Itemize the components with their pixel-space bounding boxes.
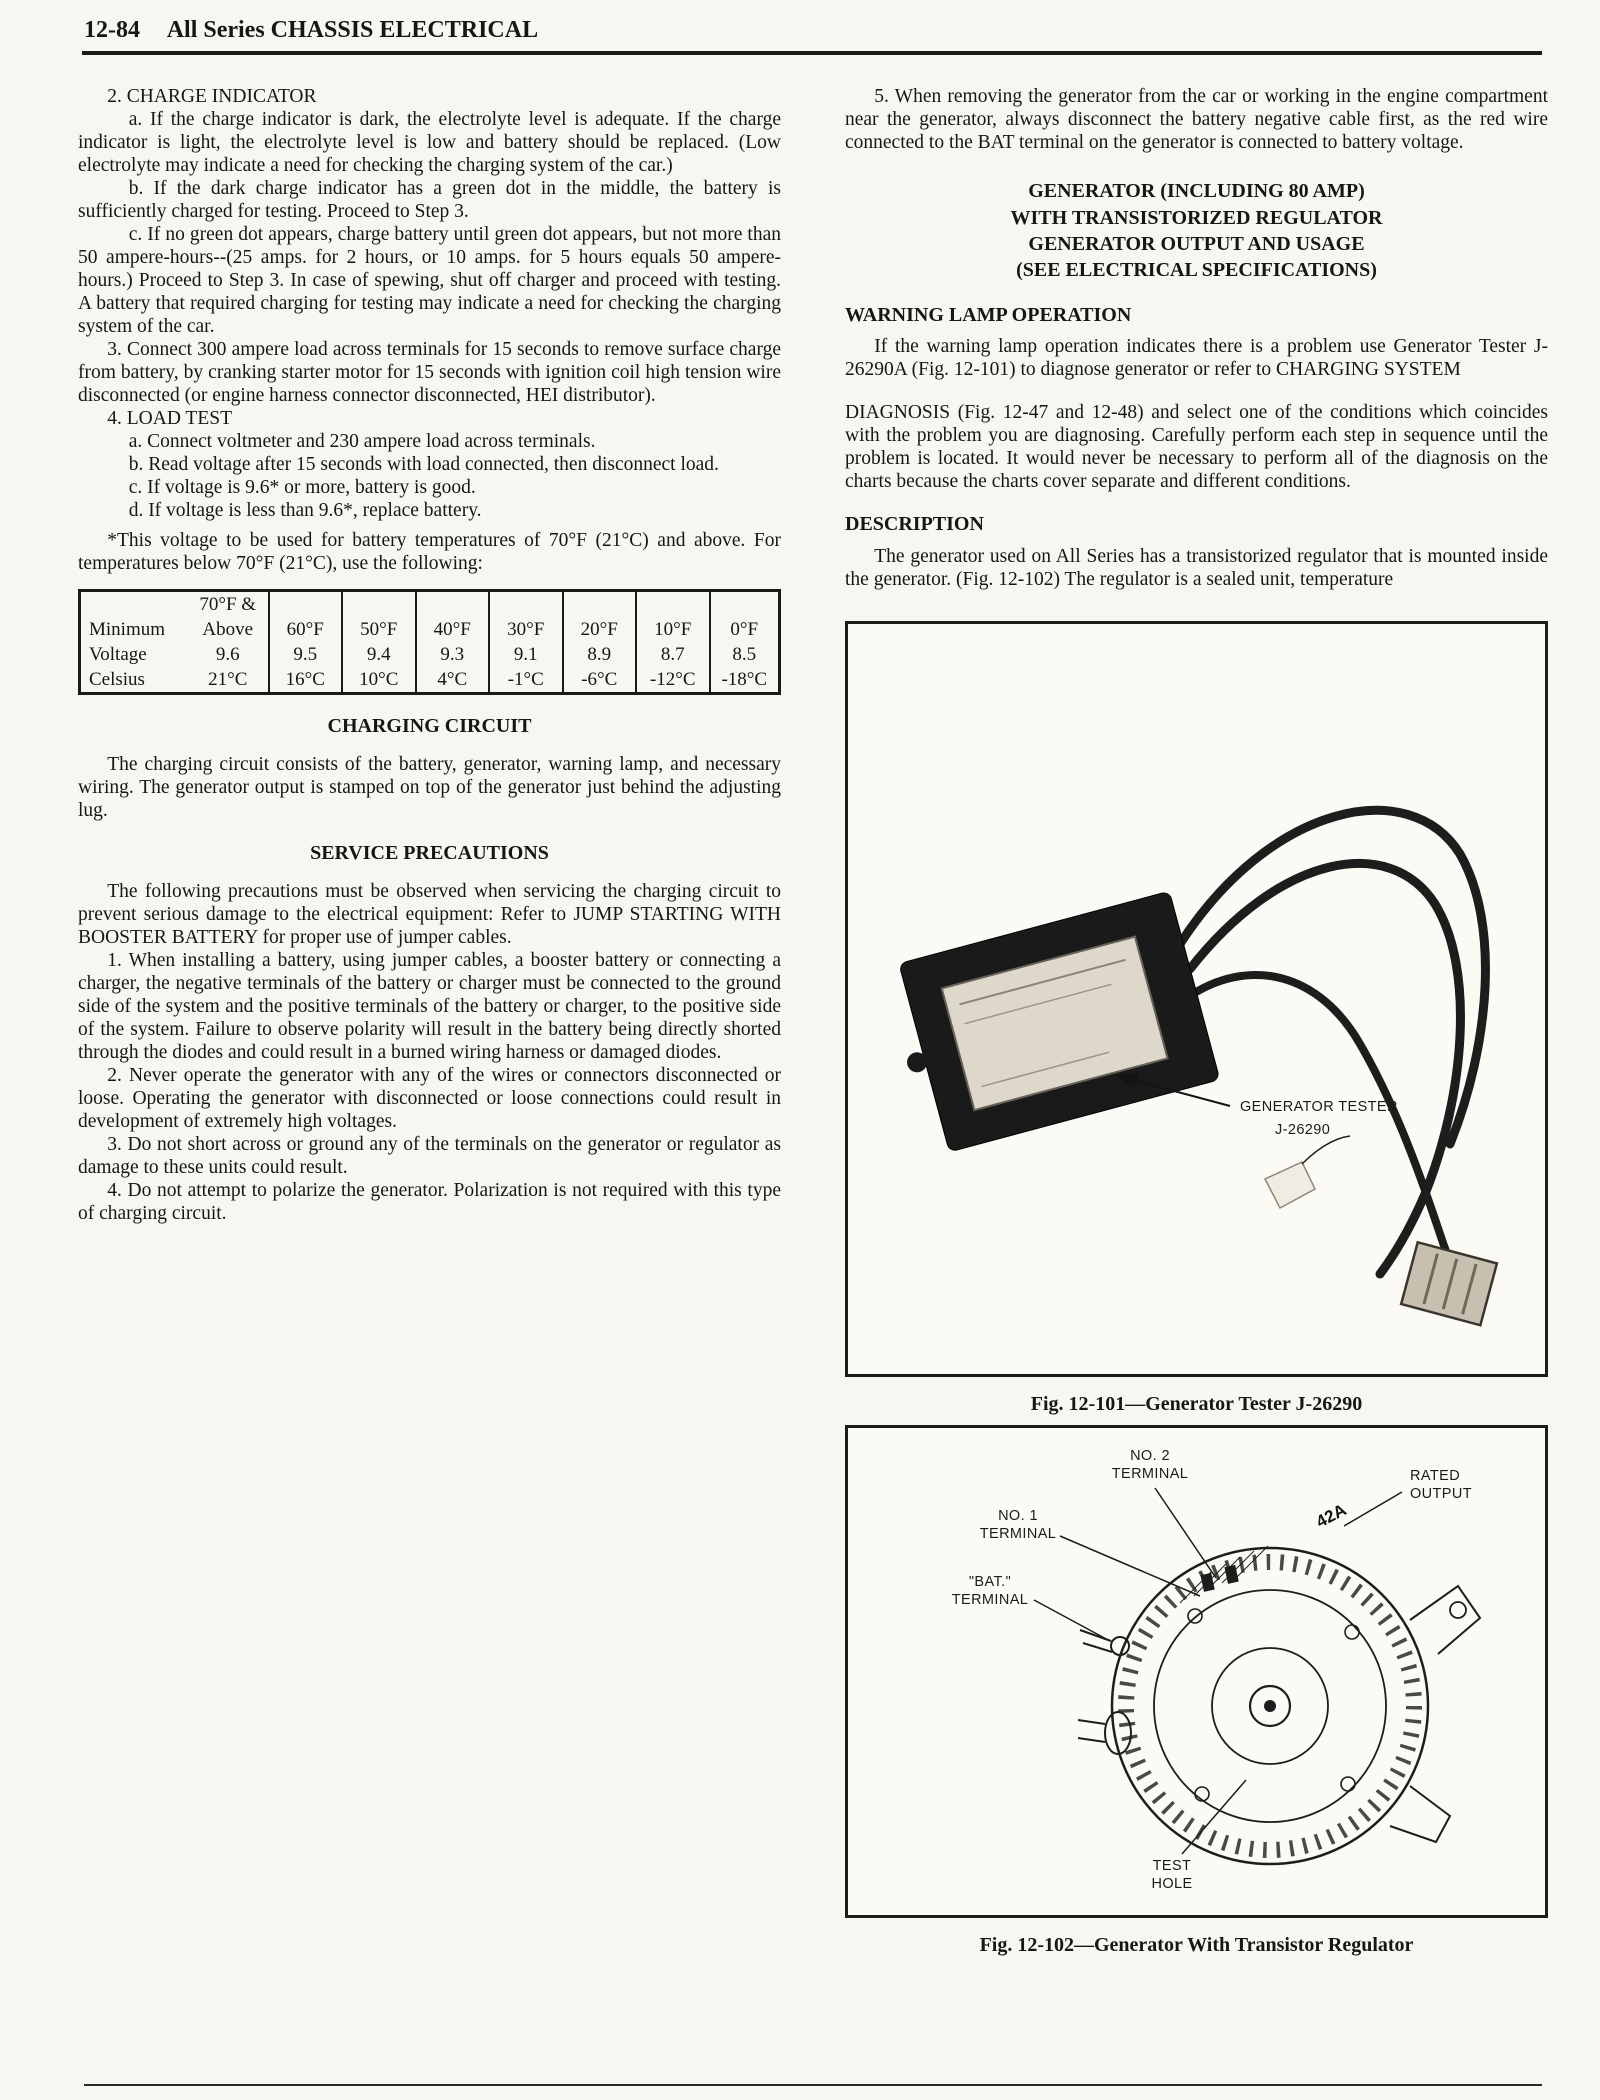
rated-output-label-line1: RATED <box>1410 1467 1461 1484</box>
footer-rule <box>84 2084 1542 2086</box>
generator-heading-line: GENERATOR OUTPUT AND USAGE <box>1028 233 1365 256</box>
table-cell: 9.1 <box>489 642 563 667</box>
generator-illustration <box>848 1428 1545 1915</box>
table-cell: Minimum <box>89 619 166 641</box>
table-cell <box>710 591 780 618</box>
paragraph-load-c: c. If voltage is 9.6* or more, battery is good. <box>128 477 476 499</box>
table-cell: -12°C <box>636 667 710 694</box>
figure-12-101 <box>845 621 1548 1417</box>
content-columns <box>0 85 1600 1961</box>
table-cell: 8.9 <box>563 642 637 667</box>
table-cell: 21°C <box>208 669 248 691</box>
paragraph-step-5: 5. When removing the generator from the car or working in the engine compartment near the generator, always disconnect the battery negative cable first, as the red wire connected to the BAT terminal on the generator is connected to battery voltage. <box>845 86 1548 154</box>
table-cell <box>416 591 490 618</box>
table-cell <box>80 591 189 618</box>
table-cell: 8.7 <box>636 642 710 667</box>
generator-heading-line: GENERATOR (INCLUDING 80 AMP) <box>1028 180 1365 203</box>
paragraph-charge-a: a. If the charge indicator is dark, the electrolyte level is adequate. If the charge indicator is light, the electrolyte level is low and battery should be replaced. (Low electrolyte may indicate a need for checking the charging system of the car.) <box>78 109 781 177</box>
table-cell: 30°F <box>489 617 563 642</box>
table-row <box>80 617 780 642</box>
wire-tag <box>1265 1136 1350 1208</box>
page-title: All Series CHASSIS ELECTRICAL <box>166 17 539 43</box>
no2-terminal-label-line2: TERMINAL <box>1111 1465 1189 1482</box>
table-cell: Celsius <box>89 669 145 691</box>
paragraph-load-b: b. Read voltage after 15 seconds with load connected, then disconnect load. <box>128 454 719 476</box>
test-hole-label-line1: TEST <box>1152 1857 1192 1874</box>
table-cell: 40°F <box>416 617 490 642</box>
leader-lines <box>1034 1488 1402 1854</box>
rated-output-stamp: 42A <box>1312 1499 1350 1532</box>
paragraph-warning-2: DIAGNOSIS (Fig. 12-47 and 12-48) and select one of the conditions which coincides with the problem you are diagnosing. Carefully perform each step in sequence until the problem is located. It would never be necessary to perform all of the diagnosis on the charts because the charts cover separate and different conditions. <box>845 402 1548 493</box>
paragraph-precaution-3: 3. Do not short across or ground any of the terminals on the generator or regulator as damage to these units could result. <box>78 1133 781 1178</box>
page-header <box>0 0 1600 44</box>
table-cell: -18°C <box>710 667 780 694</box>
table-cell <box>489 591 563 618</box>
paragraph-precaution-2: 2. Never operate the generator with any of the wires or connectors disconnected or loose. Operating the generator with disconnected or loose connections could result in development of extremely high voltages. <box>78 1064 781 1132</box>
paragraph-description: The generator used on All Series has a transistorized regulator that is mounted inside the generator. (Fig. 12-102) The regulator is a sealed unit, temperature <box>845 546 1548 591</box>
generator-heading-line: WITH TRANSISTORIZED REGULATOR <box>1010 206 1383 229</box>
test-hole-label-line2: HOLE <box>1151 1875 1193 1892</box>
table-cell <box>269 591 343 618</box>
tester-cables <box>1180 810 1485 1296</box>
table-cell: -6°C <box>563 667 637 694</box>
table-cell <box>563 591 637 618</box>
tester-photo-illustration <box>848 624 1545 1374</box>
paragraph-warning-1: If the warning lamp operation indicates there is a problem use Generator Tester J-26290A (Fig. 12-101) to diagnose generator or refer to CHARGING SYSTEM <box>845 336 1548 381</box>
paragraph-charge-b: b. If the dark charge indicator has a green dot in the middle, the battery is sufficiently charged for testing. Proceed to Step 3. <box>78 178 781 223</box>
generator-body <box>1078 1546 1480 1864</box>
tester-device <box>882 891 1220 1156</box>
figure-12-102-caption: Fig. 12-102—Generator With Transistor Regulator <box>979 1933 1414 1956</box>
table-cell: 8.5 <box>710 642 780 667</box>
no1-terminal-label-line1: NO. 1 <box>998 1507 1038 1524</box>
table-cell: 10°C <box>342 667 416 694</box>
table-cell: 4°C <box>416 667 490 694</box>
paragraph-precaution-4: 4. Do not attempt to polarize the generator. Polarization is not required with this type of charging circuit. <box>78 1179 781 1224</box>
right-column <box>845 85 1548 1961</box>
paragraph-step-3: 3. Connect 300 ampere load across terminals for 15 seconds to remove surface charge from battery, by cranking starter motor for 15 seconds with ignition coil high tension wire disconnected (or engine harness connector disconnected, HEI distributor). <box>78 339 781 407</box>
heading-warning-lamp: WARNING LAMP OPERATION <box>845 303 1132 326</box>
no1-terminal-label-line2: TERMINAL <box>979 1525 1057 1542</box>
table-cell: 20°F <box>563 617 637 642</box>
figure-12-101-photo <box>845 621 1548 1377</box>
table-row <box>80 667 780 694</box>
table-cell: Above <box>202 619 254 641</box>
figure-12-102 <box>845 1425 1548 1958</box>
table-cell: 50°F <box>342 617 416 642</box>
bat-terminal-label-line2: TERMINAL <box>951 1591 1029 1608</box>
heading-description: DESCRIPTION <box>845 513 984 536</box>
table-cell: 9.3 <box>416 642 490 667</box>
table-cell: 9.5 <box>269 642 343 667</box>
tester-label-line2: J-26290 <box>1275 1122 1331 1139</box>
paragraph-charge-c: c. If no green dot appears, charge battery until green dot appears, but not more than 50 ampere-hours--(25 amps. for 2 hours, or 10 amps. for 5 hours equals 50 ampere-hours.) Proceed to Step 3. In case of spewing, shut off charger and proceed with testing. A battery that required charging for testing may indicate a need for checking the charging system of the car. <box>78 224 781 338</box>
figure-12-102-drawing <box>845 1425 1548 1918</box>
table-cell: 10°F <box>636 617 710 642</box>
left-column <box>78 85 781 1224</box>
tester-label-line1: GENERATOR TESTER <box>1240 1099 1398 1116</box>
cable-connector <box>1401 1242 1497 1325</box>
table-cell: 70°F & <box>199 594 257 616</box>
table-row <box>80 642 780 667</box>
table-cell: -1°C <box>489 667 563 694</box>
paragraph-charging-circuit: The charging circuit consists of the battery, generator, warning lamp, and necessary wiring. The generator output is stamped on top of the generator just behind the adjusting lug. <box>78 753 781 821</box>
temperature-voltage-table <box>78 589 781 695</box>
table-cell: 9.4 <box>342 642 416 667</box>
heading-charge-indicator: 2. CHARGE INDICATOR <box>107 86 317 108</box>
page-number: 12-84 <box>84 17 140 43</box>
header-rule <box>82 51 1542 55</box>
paragraph-load-a: a. Connect voltmeter and 230 ampere load across terminals. <box>128 431 596 453</box>
paragraph-voltage-note: *This voltage to be used for battery temperatures of 70°F (21°C) and above. For temperatures below 70°F (21°C), use the following: <box>78 530 781 575</box>
table-cell: 9.6 <box>215 644 240 666</box>
heading-charging-circuit: CHARGING CIRCUIT <box>327 715 532 738</box>
table-cell <box>342 591 416 618</box>
heading-load-test: 4. LOAD TEST <box>107 408 233 430</box>
generator-heading-line: (SEE ELECTRICAL SPECIFICATIONS) <box>1016 259 1377 282</box>
paragraph-load-d: d. If voltage is less than 9.6*, replace battery. <box>128 500 482 522</box>
table-cell <box>636 591 710 618</box>
table-cell: Voltage <box>89 644 147 666</box>
figure-12-101-caption: Fig. 12-101—Generator Tester J-26290 <box>1030 1393 1363 1416</box>
bat-terminal-label-line1: "BAT." <box>968 1573 1012 1590</box>
paragraph-precautions-intro: The following precautions must be observed when servicing the charging circuit to prevent serious damage to the electrical equipment: Refer to JUMP STARTING WITH BOOSTER BATTERY for proper use of jumper cables. <box>78 880 781 948</box>
rated-output-label-line2: OUTPUT <box>1410 1485 1473 1502</box>
table-cell: 0°F <box>710 617 780 642</box>
heading-service-precautions: SERVICE PRECAUTIONS <box>310 841 549 864</box>
heading-generator-block <box>853 178 1540 284</box>
no2-terminal-label-line1: NO. 2 <box>1130 1447 1170 1464</box>
paragraph-precaution-1: 1. When installing a battery, using jumper cables, a booster battery or connecting a charger, the negative terminals of the battery or charger must be connected to the ground side of the system and the positive terminals of the battery or charger, to the positive side of the system. Failure to observe polarity will result in the battery being directly shorted through the diodes and could result in a burned wiring harness or damaged diodes. <box>78 949 781 1063</box>
table-cell: 16°C <box>269 667 343 694</box>
table-cell: 60°F <box>269 617 343 642</box>
table-row <box>80 591 780 618</box>
